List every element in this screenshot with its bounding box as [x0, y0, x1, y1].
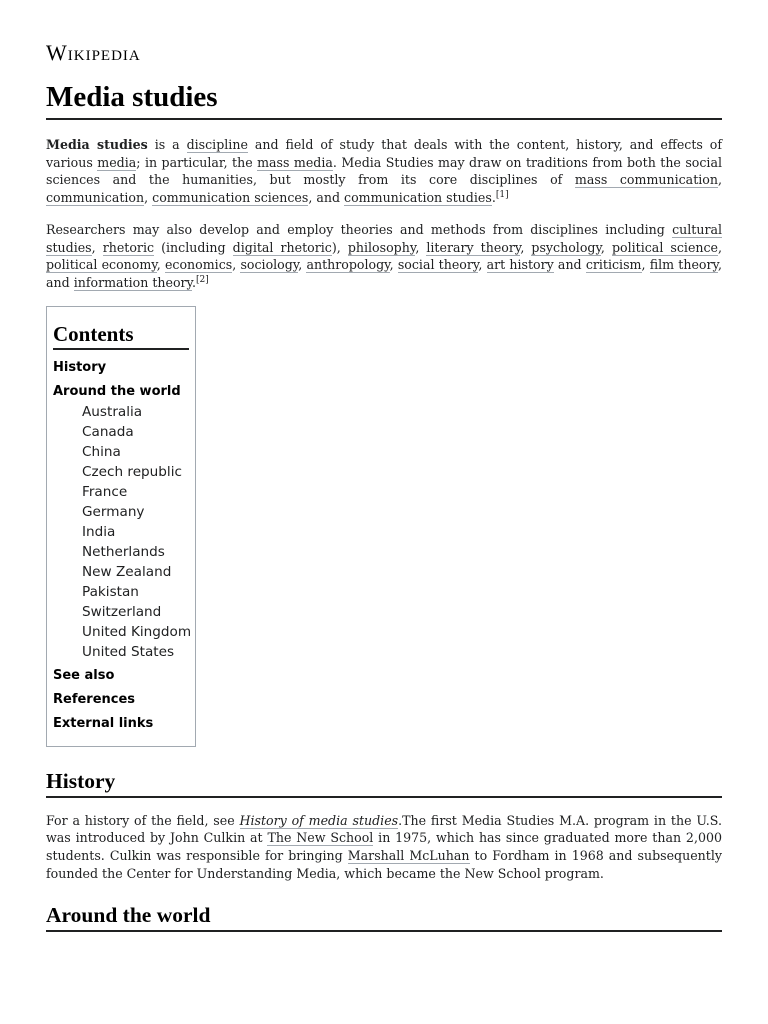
- section-heading-history: History: [46, 768, 722, 798]
- link-discipline[interactable]: discipline: [186, 137, 248, 152]
- link-mass-communication[interactable]: mass communication: [574, 172, 718, 188]
- lead-paragraph: Media studies is a discipline and field of study that deals with the content, history, and effects of various media; in particular, the mass media. Media Studies may draw on traditions from both the social sciences and the humanities, but mostly from its core disciplines of mass communication, communication, communication sciences, and communication studies.[1]: [46, 137, 723, 206]
- link-communication[interactable]: communication: [46, 190, 145, 206]
- history-paragraph: For a history of the field, see History of media studies.The first Media Studies M.A. program in the U.S. was introduced by John Culkin at The New School in 1975, which has since graduated more than 2,000 students. Culkin was responsible for bringing Marshall McLuhan to Fordham in 1968 and subsequently founded the Center for Understanding Media, which became the New School program.: [46, 812, 722, 881]
- toc-item-united-kingdom[interactable]: United Kingdom: [82, 623, 192, 640]
- link-psychology[interactable]: psychology: [531, 239, 601, 255]
- link-anthropology[interactable]: anthropology: [306, 257, 390, 273]
- reference-2[interactable]: [2]: [196, 274, 209, 285]
- link-film-theory[interactable]: film theory: [649, 257, 718, 273]
- toc-item-united-states[interactable]: United States: [82, 643, 175, 660]
- toc-item-external-links[interactable]: External links: [53, 715, 154, 731]
- link-criticism[interactable]: criticism: [585, 257, 642, 273]
- link-cultural-studies[interactable]: cultural studies: [46, 221, 722, 255]
- toc-item-australia[interactable]: Australia: [82, 403, 143, 420]
- toc-item-czech-republic[interactable]: Czech republic: [82, 463, 182, 480]
- link-economics[interactable]: economics: [164, 257, 233, 273]
- reference-1[interactable]: [1]: [495, 189, 509, 200]
- toc-item-history[interactable]: History: [53, 359, 107, 375]
- disciplines-paragraph: Researchers may also develop and employ theories and methods from disciplines including cultural studies, rhetoric (including digital rhetoric), philosophy, literary theory, psychology, political science, political economy, economics, sociology, anthropology, social theory, art history and criticism, film theory, and information theory.[2]: [46, 221, 723, 290]
- link-mass-media[interactable]: mass media: [257, 154, 333, 170]
- link-history-of-media-studies[interactable]: History of media studies: [239, 812, 399, 828]
- link-communication-studies[interactable]: communication studies: [344, 190, 492, 206]
- toc-item-netherlands[interactable]: Netherlands: [82, 543, 165, 560]
- section-heading-around-the-world: Around the world: [46, 902, 722, 932]
- article-page: [46, 40, 722, 932]
- link-art-history[interactable]: art history: [486, 257, 554, 273]
- link-information-theory[interactable]: information theory: [73, 274, 192, 290]
- link-rhetoric[interactable]: rhetoric: [102, 239, 155, 255]
- link-communication-sciences[interactable]: communication sciences: [152, 190, 309, 206]
- toc-item-around-the-world[interactable]: Around the world: [53, 383, 181, 399]
- toc-item-germany[interactable]: Germany: [82, 503, 145, 520]
- toc-item-france[interactable]: France: [82, 483, 128, 500]
- toc-title: Contents: [53, 321, 189, 350]
- wikipedia-wordmark[interactable]: Wikipedia: [46, 40, 141, 65]
- toc-item-references[interactable]: References: [53, 691, 136, 707]
- link-the-new-school[interactable]: The New School: [267, 830, 374, 846]
- link-digital-rhetoric[interactable]: digital rhetoric: [232, 239, 332, 255]
- link-political-science[interactable]: political science: [611, 239, 719, 255]
- link-philosophy[interactable]: philosophy: [347, 239, 416, 255]
- link-literary-theory[interactable]: literary theory: [426, 239, 521, 255]
- toc-item-china[interactable]: China: [82, 443, 121, 460]
- toc-item-switzerland[interactable]: Switzerland: [82, 603, 162, 620]
- page-title: Media studies: [46, 80, 722, 120]
- link-sociology[interactable]: sociology: [240, 257, 299, 273]
- link-media[interactable]: media: [97, 154, 137, 170]
- toc-item-new-zealand[interactable]: New Zealand: [82, 563, 172, 580]
- link-political-economy[interactable]: political economy: [46, 257, 157, 273]
- toc-item-pakistan[interactable]: Pakistan: [82, 583, 139, 600]
- link-social-theory[interactable]: social theory: [397, 257, 479, 273]
- toc-item-india[interactable]: India: [82, 523, 116, 540]
- table-of-contents: [46, 306, 196, 747]
- toc-item-canada[interactable]: Canada: [82, 423, 134, 440]
- toc-item-see-also[interactable]: See also: [53, 667, 115, 683]
- bold-term: Media studies: [46, 137, 148, 152]
- link-marshall-mcluhan[interactable]: Marshall McLuhan: [347, 848, 470, 864]
- toc-country-list: [53, 402, 192, 662]
